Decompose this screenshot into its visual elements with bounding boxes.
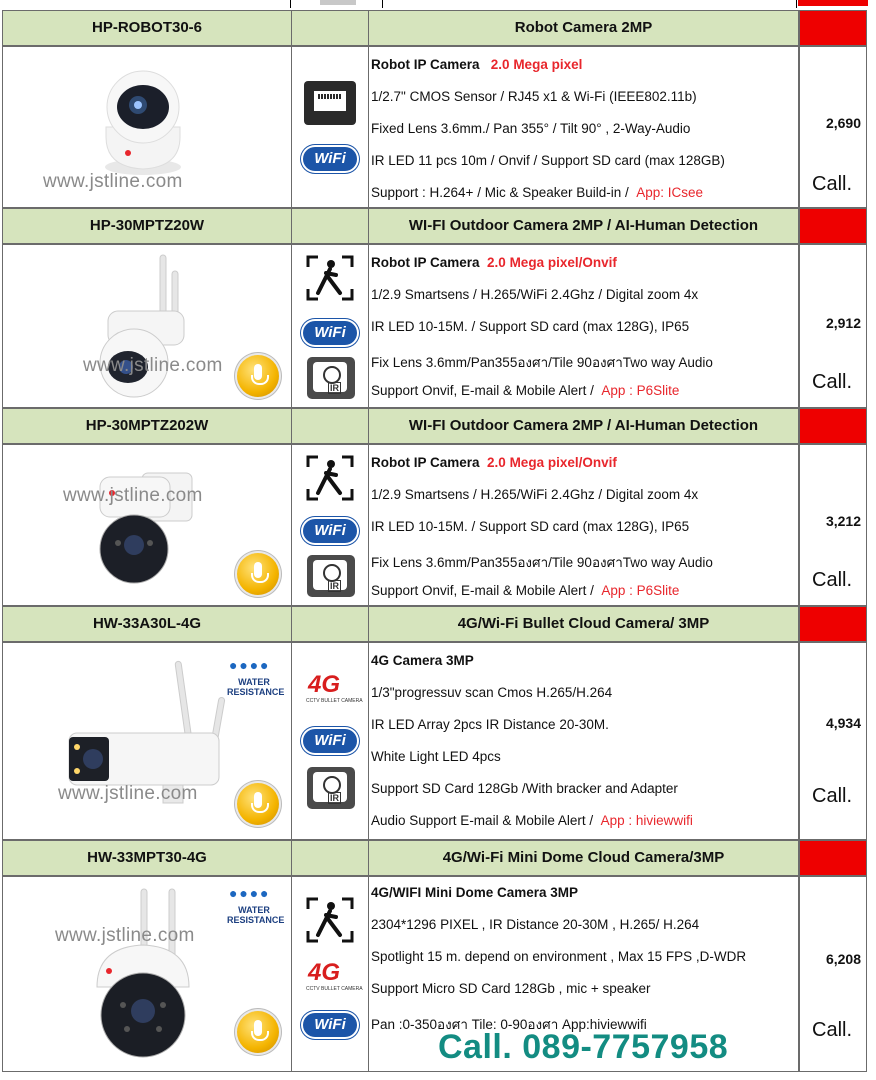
outdoor-ptz-camera-image	[88, 251, 198, 401]
ir-icon: IR	[307, 357, 355, 399]
top-divider	[796, 0, 797, 8]
watermark: www.jstline.com	[63, 485, 203, 506]
wifi-icon: WiFi	[301, 727, 359, 755]
price-cell	[799, 642, 867, 840]
top-divider	[382, 0, 383, 8]
top-red-fragment	[798, 0, 868, 6]
product-body	[0, 244, 876, 408]
spec-cell	[368, 46, 799, 208]
human-detection-icon	[306, 897, 354, 943]
watermark: www.jstline.com	[43, 171, 183, 192]
price-cell	[799, 444, 867, 606]
spec-line: Support SD Card 128Gb /With bracker and Adapter	[371, 781, 678, 796]
outdoor-ptz-camera-image	[88, 463, 198, 593]
spec-line: Audio Support E-mail & Mobile Alert / App : hiviewwifi	[371, 813, 693, 828]
product-header	[0, 10, 876, 46]
product-title: 4G/Wi-Fi Mini Dome Cloud Camera/3MP	[368, 840, 799, 876]
product-section	[0, 606, 876, 840]
spec-line: Support Micro SD Card 128Gb , mic + speaker	[371, 981, 651, 996]
price-cell	[799, 876, 867, 1072]
microphone-icon	[237, 553, 279, 595]
4g-icon: 4G CCTV BULLET CAMERA	[306, 671, 363, 704]
watermark: www.jstline.com	[58, 783, 198, 804]
price-flag	[799, 606, 867, 642]
top-strip	[0, 0, 876, 10]
price-flag	[799, 10, 867, 46]
model-name: HW-33A30L-4G	[2, 606, 292, 642]
human-detection-icon	[306, 255, 354, 301]
spec-line: Robot IP Camera 2.0 Mega pixel/Onvif	[371, 455, 617, 470]
spec-line: Robot IP Camera 2.0 Mega pixel	[371, 57, 583, 72]
product-image-cell	[2, 444, 292, 606]
spec-line: Fixed Lens 3.6mm./ Pan 355° / Tilt 90° , 2-Way-Audio	[371, 121, 691, 136]
wifi-icon: WiFi	[301, 319, 359, 347]
feature-icons-cell	[291, 244, 369, 408]
price-flag	[799, 840, 867, 876]
price-flag	[799, 208, 867, 244]
product-image-cell	[2, 876, 292, 1072]
water-resistance-icon: ● ● ● ● WATER RESISTANCE	[227, 885, 285, 925]
model-name: HP-30MPTZ20W	[2, 208, 292, 244]
product-header	[0, 208, 876, 244]
header-blank	[291, 840, 369, 876]
spec-line: 1/2.9 Smartsens / H.265/WiFi 2.4Ghz / Digital zoom 4x	[371, 287, 699, 302]
product-title: Robot Camera 2MP	[368, 10, 799, 46]
wifi-icon: WiFi	[301, 1011, 359, 1039]
feature-icons-cell	[291, 46, 369, 208]
product-body	[0, 444, 876, 606]
spec-line: Robot IP Camera 2.0 Mega pixel/Onvif	[371, 255, 617, 270]
spec-line: 4G/WIFI Mini Dome Camera 3MP	[371, 885, 579, 900]
wifi-icon: WiFi	[301, 517, 359, 545]
water-resistance-icon: ● ● ● ● WATER RESISTANCE	[227, 657, 285, 697]
feature-icons-cell	[291, 444, 369, 606]
spec-cell	[368, 444, 799, 606]
spec-line: Fix Lens 3.6mm/Pan355องศา/Tile 90องศาTwo way Audio	[371, 355, 713, 370]
model-name: HP-ROBOT30-6	[2, 10, 292, 46]
wifi-icon: WiFi	[301, 145, 359, 173]
spec-line: 1/3"progressuv scan Cmos H.265/H.264	[371, 685, 613, 700]
price: 2,690	[825, 115, 861, 131]
header-blank	[291, 10, 369, 46]
price: 6,208	[825, 951, 861, 967]
feature-icons-cell	[291, 876, 369, 1072]
spec-line: Support Onvif, E-mail & Mobile Alert / App : P6Slite	[371, 383, 680, 398]
microphone-icon	[237, 783, 279, 825]
product-header	[0, 606, 876, 642]
human-detection-icon	[306, 455, 354, 501]
ir-icon: IR	[307, 555, 355, 597]
spec-line: Support Onvif, E-mail & Mobile Alert / App : P6Slite	[371, 583, 680, 598]
header-blank	[291, 208, 369, 244]
call-label: Call.	[812, 569, 853, 591]
microphone-icon	[237, 1011, 279, 1053]
spec-line: 2304*1296 PIXEL , IR Distance 20-30M , H.265/ H.264	[371, 917, 700, 932]
spec-line: 1/2.9 Smartsens / H.265/WiFi 2.4Ghz / Digital zoom 4x	[371, 487, 699, 502]
price-cell	[799, 46, 867, 208]
product-header	[0, 408, 876, 444]
spec-cell	[368, 642, 799, 840]
product-section	[0, 408, 876, 606]
watermark: www.jstline.com	[83, 355, 223, 376]
feature-icons-cell	[291, 642, 369, 840]
product-image-cell	[2, 46, 292, 208]
spec-line: IR LED 11 pcs 10m / Onvif / Support SD card (max 128GB)	[371, 153, 725, 168]
price: 4,934	[825, 715, 861, 731]
mini-dome-camera-image	[83, 887, 213, 1067]
4g-icon: 4G CCTV BULLET CAMERA	[306, 959, 363, 992]
spec-cell	[368, 244, 799, 408]
watermark: www.jstline.com	[55, 925, 195, 946]
spec-line: Spotlight 15 m. depend on environment , Max 15 FPS ,D-WDR	[371, 949, 747, 964]
price: 3,212	[825, 513, 861, 529]
price-flag	[799, 408, 867, 444]
price-cell	[799, 244, 867, 408]
model-name: HP-30MPTZ202W	[2, 408, 292, 444]
robot-camera-image	[98, 67, 188, 177]
product-image-cell	[2, 642, 292, 840]
product-title: 4G/Wi-Fi Bullet Cloud Camera/ 3MP	[368, 606, 799, 642]
rj45-icon	[304, 81, 356, 125]
product-title: WI-FI Outdoor Camera 2MP / AI-Human Detection	[368, 208, 799, 244]
spec-line: Fix Lens 3.6mm/Pan355องศา/Tile 90องศาTwo way Audio	[371, 555, 713, 570]
call-label: Call.	[812, 371, 853, 393]
header-blank	[291, 606, 369, 642]
model-name: HW-33MPT30-4G	[2, 840, 292, 876]
spec-line: IR LED 10-15M. / Support SD card (max 128G), IP65	[371, 519, 690, 534]
call-label: Call.	[812, 1019, 853, 1041]
product-body	[0, 642, 876, 840]
product-title: WI-FI Outdoor Camera 2MP / AI-Human Detection	[368, 408, 799, 444]
ir-icon: IR	[307, 767, 355, 809]
call-label: Call.	[812, 785, 853, 807]
product-section	[0, 208, 876, 408]
spec-line: 4G Camera 3MP	[371, 653, 474, 668]
spec-line: IR LED Array 2pcs IR Distance 20-30M.	[371, 717, 609, 732]
product-body	[0, 46, 876, 208]
microphone-icon	[237, 355, 279, 397]
price: 2,912	[825, 315, 861, 331]
spec-line: Support : H.264+ / Mic & Speaker Build-in / App: ICsee	[371, 185, 704, 200]
top-divider	[290, 0, 291, 8]
spec-line: White Light LED 4pcs	[371, 749, 501, 764]
call-label: Call.	[812, 173, 853, 195]
spec-line: 1/2.7" CMOS Sensor / RJ45 x1 & Wi-Fi (IEEE802.11b)	[371, 89, 697, 104]
product-image-cell	[2, 244, 292, 408]
contact-phone: Call. 089-7757958	[438, 1028, 729, 1066]
spec-line: Pan :0-350องศา Tile: 0-90องศา App:hiviewwifi	[371, 1017, 647, 1032]
spec-line: IR LED 10-15M. / Support SD card (max 128G), IP65	[371, 319, 690, 334]
product-section	[0, 10, 876, 208]
product-header	[0, 840, 876, 876]
top-icon-fragment	[320, 0, 356, 5]
header-blank	[291, 408, 369, 444]
